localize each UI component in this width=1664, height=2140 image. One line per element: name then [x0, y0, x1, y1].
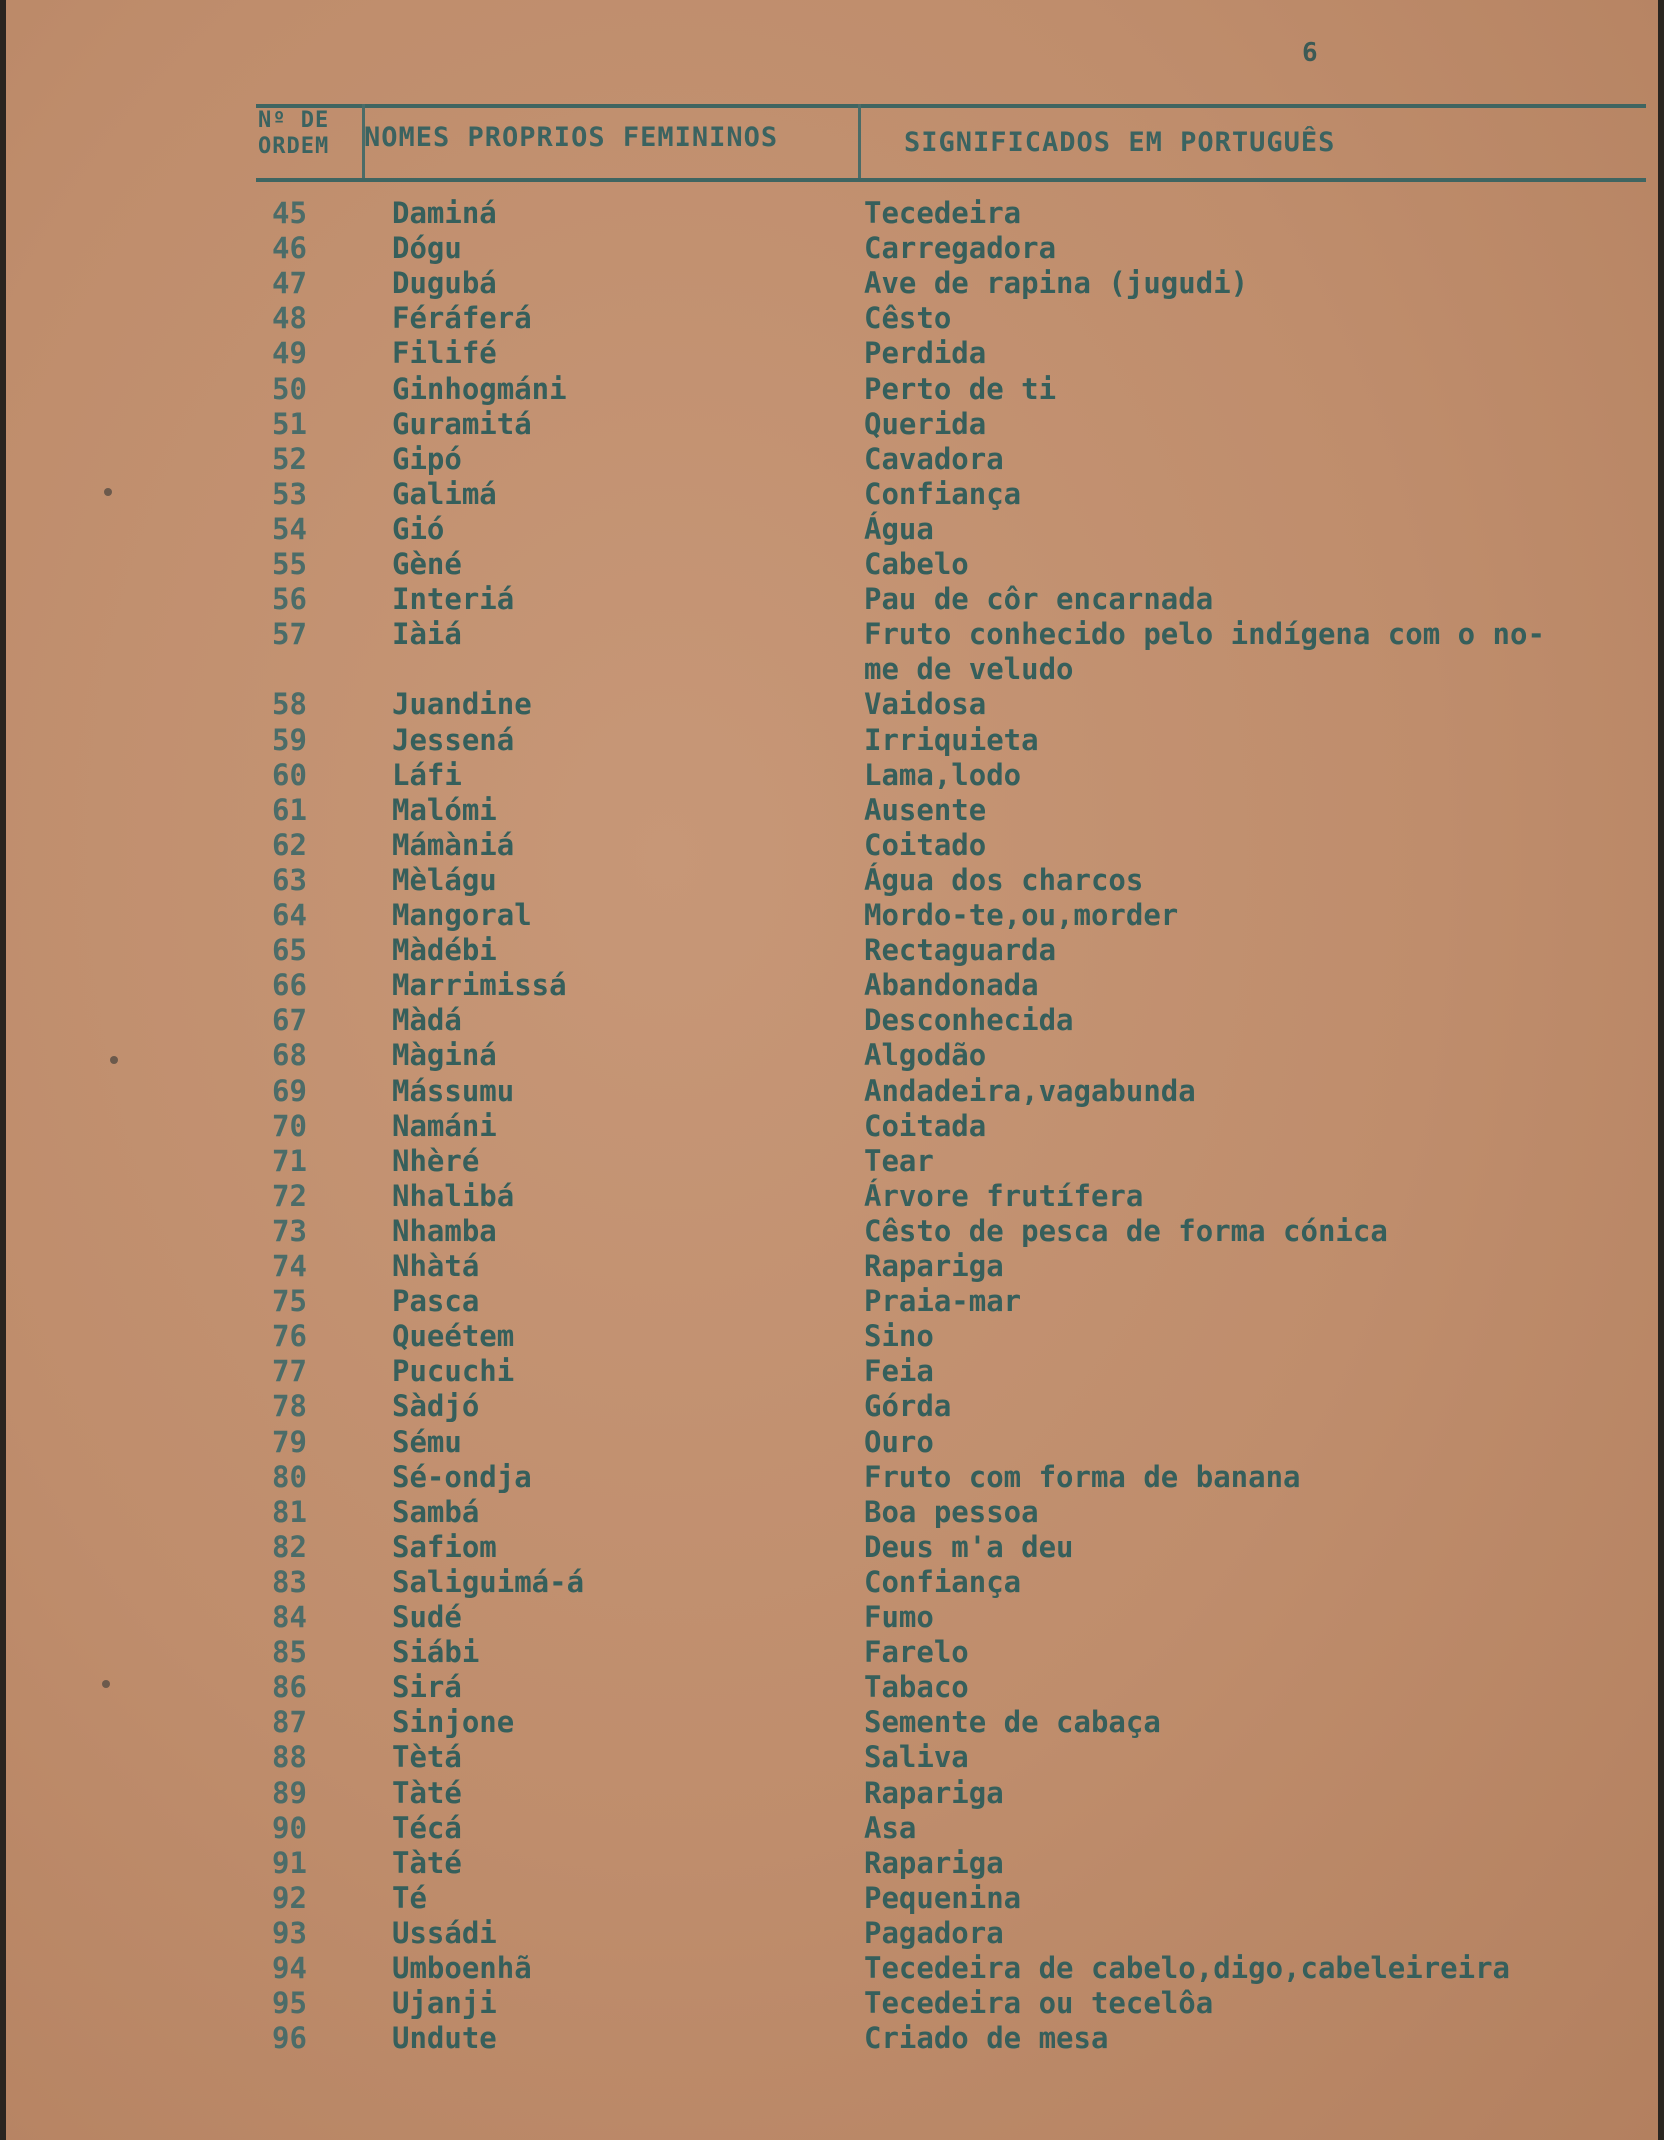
- meaning: Água: [864, 511, 934, 546]
- meaning: Cêsto: [864, 301, 952, 336]
- order-number: 57: [272, 617, 307, 652]
- female-name: Filifé: [392, 336, 497, 371]
- female-name: Safiom: [392, 1529, 497, 1564]
- order-number: 71: [272, 1143, 307, 1178]
- order-number: 69: [272, 1073, 307, 1108]
- header-ordem-line2: ORDEM: [258, 134, 330, 159]
- order-number: 82: [272, 1529, 307, 1564]
- meaning: Confiança: [864, 476, 1022, 511]
- order-number: 92: [272, 1880, 307, 1915]
- order-number: 75: [272, 1284, 307, 1319]
- female-name: Nhalibá: [392, 1178, 515, 1213]
- female-name: Ginhogmáni: [392, 371, 567, 406]
- female-name: Nhamba: [392, 1213, 497, 1248]
- meaning: Lama,lodo: [864, 757, 1022, 792]
- order-number: 78: [272, 1389, 307, 1424]
- female-name: Mèlágu: [392, 862, 497, 897]
- female-name: Técá: [392, 1810, 462, 1845]
- meaning: Fruto com forma de banana: [864, 1459, 1301, 1494]
- female-name: Féráferá: [392, 301, 532, 336]
- order-number: 70: [272, 1108, 307, 1143]
- female-name: Namáni: [392, 1108, 497, 1143]
- female-name: Té: [392, 1880, 427, 1915]
- female-name: Sému: [392, 1424, 462, 1459]
- order-number: 64: [272, 898, 307, 932]
- female-name: Undute: [392, 2021, 497, 2056]
- meaning: Vaidosa: [864, 687, 987, 722]
- meaning: Feia: [864, 1354, 934, 1389]
- meaning: Górda: [864, 1389, 952, 1424]
- order-number: 77: [272, 1354, 307, 1389]
- order-number: 81: [272, 1494, 307, 1529]
- order-number: 56: [272, 582, 307, 617]
- female-name: Pucuchi: [392, 1354, 515, 1389]
- female-name: Dugubá: [392, 266, 497, 301]
- female-name: Pasca: [392, 1284, 480, 1319]
- meaning: Perdida: [864, 336, 987, 371]
- order-number: 61: [272, 792, 307, 827]
- order-number: 59: [272, 722, 307, 757]
- female-name: Sambá: [392, 1494, 480, 1529]
- header-top-rule: [256, 104, 1646, 108]
- meaning: Tecedeira ou tecelôa: [864, 1986, 1214, 2021]
- meaning: Querida: [864, 406, 987, 441]
- female-name: Ussádi: [392, 1915, 497, 1950]
- meaning: Saliva: [864, 1740, 969, 1775]
- punch-hole: [102, 1680, 110, 1688]
- female-name: Jessená: [392, 722, 515, 757]
- meaning: Perto de ti: [864, 371, 1057, 406]
- order-number: 95: [272, 1986, 307, 2021]
- order-number: 65: [272, 933, 307, 968]
- female-name: Màdá: [392, 1003, 462, 1038]
- order-number: 79: [272, 1424, 307, 1459]
- meaning: Água dos charcos: [864, 862, 1144, 897]
- meaning: Ouro: [864, 1424, 934, 1459]
- female-name: Mássumu: [392, 1073, 515, 1108]
- order-number: 94: [272, 1951, 307, 1985]
- meaning: Cavadora: [864, 441, 1004, 476]
- meaning: Fruto conhecido pelo indígena com o no-: [864, 617, 1545, 652]
- order-number: 85: [272, 1635, 307, 1670]
- female-name: Juandine: [392, 687, 532, 722]
- punch-hole: [110, 1056, 118, 1064]
- meaning: Tabaco: [864, 1670, 969, 1705]
- order-number: 48: [272, 301, 307, 336]
- meaning: Rapariga: [864, 1249, 1004, 1283]
- header-ordem-line1: Nº DE: [258, 108, 330, 133]
- meaning: Tecedeira: [864, 196, 1022, 230]
- order-number: 84: [272, 1600, 307, 1634]
- female-name: Sàdjó: [392, 1389, 480, 1424]
- meaning: Boa pessoa: [864, 1494, 1039, 1529]
- female-name: Marrimissá: [392, 968, 567, 1003]
- female-name: Màginá: [392, 1038, 497, 1073]
- order-number: 46: [272, 231, 307, 266]
- meaning: Mordo-te,ou,morder: [864, 898, 1179, 932]
- order-number: 93: [272, 1915, 307, 1950]
- female-name: Nhàtá: [392, 1249, 480, 1283]
- female-name: Gèné: [392, 547, 462, 581]
- female-name: Sé-ondja: [392, 1459, 532, 1494]
- female-name: Interiá: [392, 582, 515, 617]
- female-name: Nhèré: [392, 1143, 480, 1178]
- punch-hole: [104, 488, 112, 496]
- header-significados: SIGNIFICADOS EM PORTUGUÊS: [904, 127, 1336, 158]
- meaning: Ausente: [864, 792, 987, 827]
- order-number: 90: [272, 1810, 307, 1845]
- page-number: 6: [1302, 38, 1318, 68]
- meaning: Árvore frutífera: [864, 1178, 1144, 1213]
- female-name: Guramitá: [392, 406, 532, 441]
- female-name: Malómi: [392, 792, 497, 827]
- meaning: Tear: [864, 1143, 934, 1178]
- meaning: Coitado: [864, 827, 987, 862]
- order-number: 60: [272, 757, 307, 792]
- meaning: Tecedeira de cabelo,digo,cabeleireira: [864, 1951, 1511, 1985]
- meaning: Carregadora: [864, 231, 1057, 266]
- meaning: Fumo: [864, 1600, 934, 1634]
- order-number: 62: [272, 827, 307, 862]
- female-name: Daminá: [392, 196, 497, 230]
- header-nomes: NOMES PROPRIOS FEMININOS: [364, 122, 779, 153]
- order-number: 88: [272, 1740, 307, 1775]
- female-name: Queétem: [392, 1319, 515, 1354]
- order-number: 73: [272, 1213, 307, 1248]
- order-number: 51: [272, 406, 307, 441]
- meaning: Rectaguarda: [864, 933, 1057, 968]
- female-name: Gió: [392, 511, 445, 546]
- meaning: Pequenina: [864, 1880, 1022, 1915]
- female-name: Tàté: [392, 1845, 462, 1880]
- meaning: Semente de cabaça: [864, 1705, 1161, 1740]
- female-name: Láfi: [392, 757, 462, 792]
- header-bottom-rule: [256, 178, 1646, 182]
- meaning: Coitada: [864, 1108, 987, 1143]
- order-number: 67: [272, 1003, 307, 1038]
- document-page: [6, 0, 1658, 2140]
- meaning: Asa: [864, 1810, 917, 1845]
- header-ordem: [258, 108, 329, 160]
- order-number: 96: [272, 2021, 307, 2056]
- order-number: 50: [272, 371, 307, 406]
- order-number: 49: [272, 336, 307, 371]
- female-name: Mangoral: [392, 898, 532, 932]
- female-name: Tètá: [392, 1740, 462, 1775]
- female-name: Galimá: [392, 476, 497, 511]
- order-number: 89: [272, 1775, 307, 1810]
- order-number: 86: [272, 1670, 307, 1705]
- order-number: 55: [272, 547, 307, 581]
- female-name: Sinjone: [392, 1705, 515, 1740]
- female-name: Màdébi: [392, 933, 497, 968]
- meaning: Irriquieta: [864, 722, 1039, 757]
- meaning: Farelo: [864, 1635, 969, 1670]
- female-name: Saliguimá-á: [392, 1564, 585, 1599]
- female-name: Mámàniá: [392, 827, 515, 862]
- meaning: Deus m'a deu: [864, 1529, 1074, 1564]
- female-name: Ujanji: [392, 1986, 497, 2021]
- meaning: Abandonada: [864, 968, 1039, 1003]
- meaning: Ave de rapina (jugudi): [864, 266, 1249, 301]
- order-number: 52: [272, 441, 307, 476]
- meaning: Rapariga: [864, 1845, 1004, 1880]
- order-number: 63: [272, 862, 307, 897]
- female-name: Siábi: [392, 1635, 480, 1670]
- order-number: 76: [272, 1319, 307, 1354]
- order-number: 80: [272, 1459, 307, 1494]
- order-number: 54: [272, 511, 307, 546]
- order-number: 53: [272, 476, 307, 511]
- meaning-continued: me de veludo: [864, 652, 1074, 687]
- meaning: Cêsto de pesca de forma cónica: [864, 1213, 1388, 1248]
- female-name: Dógu: [392, 231, 462, 266]
- order-number: 58: [272, 687, 307, 722]
- meaning: Algodão: [864, 1038, 987, 1073]
- female-name: Umboenhã: [392, 1951, 532, 1985]
- order-number: 45: [272, 196, 307, 230]
- meaning: Rapariga: [864, 1775, 1004, 1810]
- order-number: 47: [272, 266, 307, 301]
- meaning: Andadeira,vagabunda: [864, 1073, 1196, 1108]
- meaning: Sino: [864, 1319, 934, 1354]
- order-number: 74: [272, 1249, 307, 1283]
- female-name: Tàté: [392, 1775, 462, 1810]
- meaning: Desconhecida: [864, 1003, 1074, 1038]
- meaning: Criado de mesa: [864, 2021, 1109, 2056]
- header-separator: [858, 104, 861, 178]
- meaning: Praia-mar: [864, 1284, 1022, 1319]
- order-number: 68: [272, 1038, 307, 1073]
- meaning: Cabelo: [864, 547, 969, 581]
- female-name: Sirá: [392, 1670, 462, 1705]
- order-number: 91: [272, 1845, 307, 1880]
- meaning: Confiança: [864, 1564, 1022, 1599]
- order-number: 66: [272, 968, 307, 1003]
- female-name: Gipó: [392, 441, 462, 476]
- order-number: 83: [272, 1564, 307, 1599]
- order-number: 87: [272, 1705, 307, 1740]
- female-name: Sudé: [392, 1600, 462, 1634]
- meaning: Pau de côr encarnada: [864, 582, 1214, 617]
- order-number: 72: [272, 1178, 307, 1213]
- meaning: Pagadora: [864, 1915, 1004, 1950]
- female-name: Iàiá: [392, 617, 462, 652]
